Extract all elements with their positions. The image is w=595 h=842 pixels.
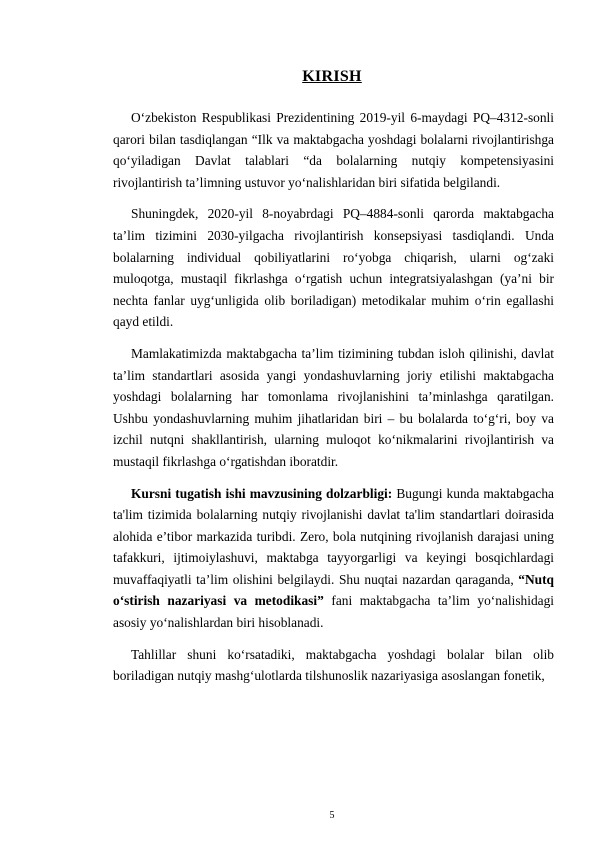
page-title: KIRISH	[302, 68, 362, 85]
paragraph-5: Tahlillar shuni ko‘rsatadiki, maktabgacha yoshdagi bolalar bilan olib boriladigan nutqiy mashg‘ulotlarda tilshunoslik nazariyasiga asoslangan fonetik,	[113, 646, 554, 684]
paragraph-1: O‘zbekiston Respublikasi Prezidentining 2019-yil 6-maydagi PQ–4312-sonli qarori bilan tasdiqlangan “Ilk va maktabgacha yoshdagi bolalarni rivojlantirishga qo‘yiladigan Davlat talablari “da bolalarning nutqiy kompetensiyasini rivojlantirish ta’limning ustuvor yo‘nalishlaridan biri sifatida belgilandi.	[113, 110, 554, 190]
subject-name: “Nutq o‘stirish nazariyasi va metodikasi”	[113, 571, 554, 609]
body-text	[113, 107, 554, 687]
paragraph-4-text-b: fani maktabgacha ta’lim yo‘nalishidagi asosiy yo‘nalishlardan biri hisoblanadi.	[113, 593, 555, 631]
page-number: 5	[329, 810, 335, 821]
paragraph-4	[113, 483, 554, 634]
paragraph-4-text-a: Bugungi kunda maktabgacha ta'lim tizimida bolalarning nutqiy rivojlanishi davlat ta'lim standartlari doirasida alohida e’tibor markazida turibdi. Zero, bola nutqining rivojlanish darajasi uning tafakkuri, ijtimoiylashuvi, maktabga tayyorgarligi va keyingi bosqichlardagi muvaffaqiyatli ta’lim olishini belgilaydi. Shu nuqtai nazardan qaraganda,	[113, 485, 555, 587]
paragraph-3: Mamlakatimizda maktabgacha ta’lim tizimining tubdan isloh qilinishi, davlat ta’lim standartlari asosida yangi yondashuvlarning joriy etilishi maktabgacha yoshdagi bolalarning har tomonlama rivojlanishini ta’minlashga qaratilgan. Ushbu yondashuvlarning muhim jihatlaridan biri – bu bolalarda to‘g‘ri, boy va izchil nutqni shakllantirish, ularning muloqot ko‘nikmalarini rivojlantirish va mustaqil fikrlashga o‘rgatishdan iboratdir.	[113, 345, 554, 469]
paragraph-2: Shuningdek, 2020-yil 8-noyabrdagi PQ–4884-sonli qarorda maktabgacha ta’lim tizimini 2030-yilgacha rivojlantirish konsepsiyasi tasdiqlandi. Unda bolalarning individual qobiliyatlarini ro‘yobga chiqarish, ularni og‘zaki muloqotga, mustaqil fikrlashga o‘rgatish uchun integratsiyalashgan (ya’ni bir nechta fanlar uyg‘unligida olib boriladigan) metodikalar muhim o‘rin egallashi qayd etildi.	[113, 206, 554, 330]
relevance-heading: Kursni tugatish ishi mavzusining dolzarbligi:	[131, 485, 393, 501]
